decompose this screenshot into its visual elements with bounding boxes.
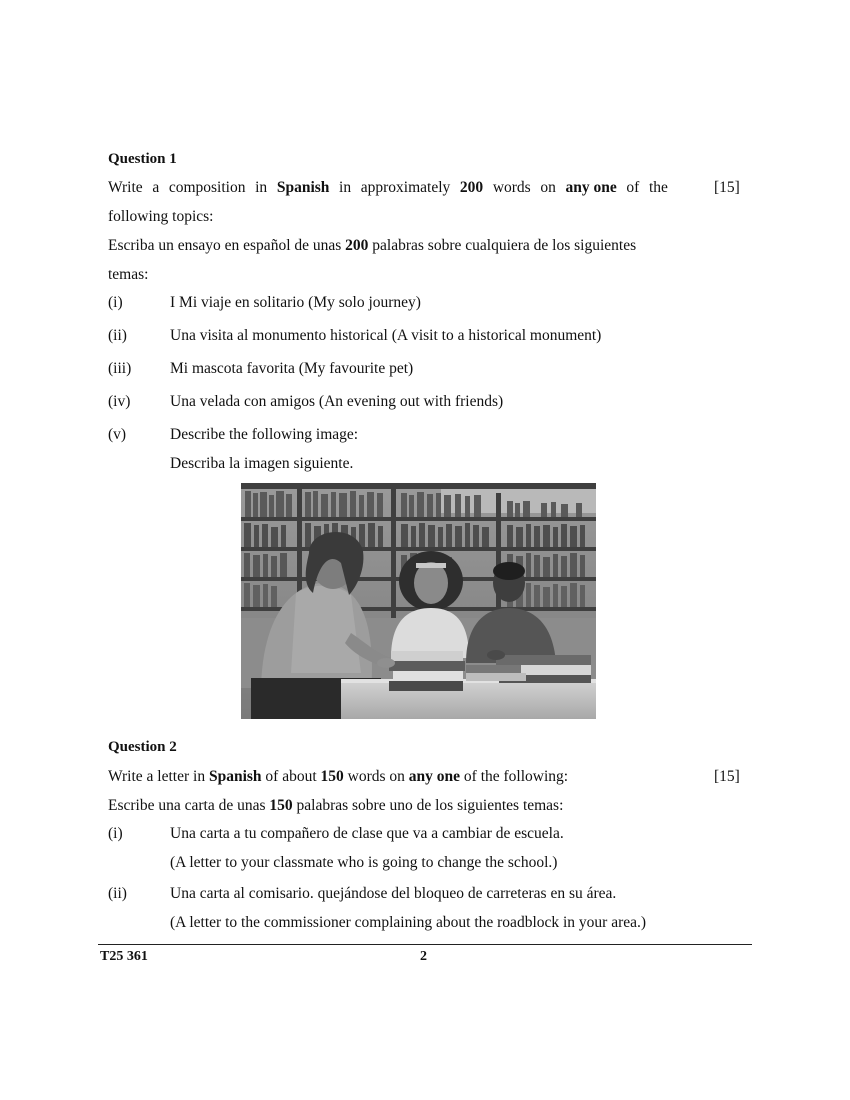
topic-5-text: Describe the following image: [170, 426, 359, 443]
question-1-instruction-es [108, 237, 636, 255]
text: of the following: [460, 768, 569, 785]
word-any-one: any one [565, 179, 617, 196]
topic-1-number: (i) [108, 294, 123, 311]
word: of [626, 179, 640, 196]
word: composition [168, 179, 246, 196]
footer-divider [98, 944, 752, 945]
topic-3-text: Mi mascota favorita (My favourite pet) [170, 360, 414, 377]
word: in [255, 179, 268, 196]
word: the [648, 179, 668, 196]
word-any-one: any one [408, 768, 461, 785]
word-count: 200 [459, 179, 484, 196]
question-2-heading: Question 2 [108, 739, 177, 755]
question-2-instruction-es [108, 797, 563, 815]
topic-5-number: (v) [108, 426, 127, 443]
question-2-marks: [15] [714, 768, 740, 785]
text: words on [343, 768, 409, 785]
topic-1-text: I Mi viaje en solitario (My solo journey) [170, 294, 421, 311]
question-1-heading: Question 1 [108, 151, 177, 167]
word-count: 200 [345, 237, 369, 254]
question-1-instruction-en [108, 179, 668, 197]
word-spanish: Spanish [208, 768, 262, 785]
text: Escriba un ensayo en español de unas [108, 237, 346, 254]
topic-4-number: (iv) [108, 393, 131, 410]
letter-2-translation: (A letter to the commissioner complaining about the roadblock in your area.) [170, 914, 647, 931]
letter-2-number: (ii) [108, 885, 127, 902]
topic-2-number: (ii) [108, 327, 127, 344]
word-count: 150 [269, 797, 293, 814]
text: Escribe una carta de unas [108, 797, 270, 814]
letter-1-number: (i) [108, 825, 123, 842]
question-1-marks: [15] [714, 179, 740, 196]
word: a [152, 179, 160, 196]
word: in [339, 179, 352, 196]
word: on [540, 179, 556, 196]
word: words [492, 179, 531, 196]
word: approximately [360, 179, 451, 196]
topic-4-text: Una velada con amigos (An evening out with friends) [170, 393, 504, 410]
page-number: 2 [420, 949, 427, 964]
text: Write a letter in [108, 768, 209, 785]
letter-1-translation: (A letter to your classmate who is going to change the school.) [170, 854, 558, 871]
topic-3-number: (iii) [108, 360, 132, 377]
topic-5-text-es: Describa la imagen siguiente. [170, 455, 354, 472]
question-1-instruction-en-line2: following topics: [108, 208, 214, 225]
letter-2-text: Una carta al comisario. quejándose del bloqueo de carreteras en su área. [170, 885, 617, 902]
library-students-photo [241, 483, 596, 719]
text: palabras sobre cualquiera de los siguientes [368, 237, 637, 254]
question-1-instruction-es-line2: temas: [108, 266, 149, 283]
word-count: 150 [320, 768, 344, 785]
library-scene-illustration [241, 483, 596, 719]
topic-2-text: Una visita al monumento historical (A visit to a historical monument) [170, 327, 602, 344]
text: palabras sobre uno de los siguientes temas: [292, 797, 564, 814]
paper-code: T25 361 [100, 949, 148, 964]
question-2-instruction-en [108, 768, 568, 786]
word-spanish: Spanish [276, 179, 330, 196]
word: Write [108, 179, 143, 196]
letter-1-text: Una carta a tu compañero de clase que va a cambiar de escuela. [170, 825, 564, 842]
text: of about [261, 768, 321, 785]
